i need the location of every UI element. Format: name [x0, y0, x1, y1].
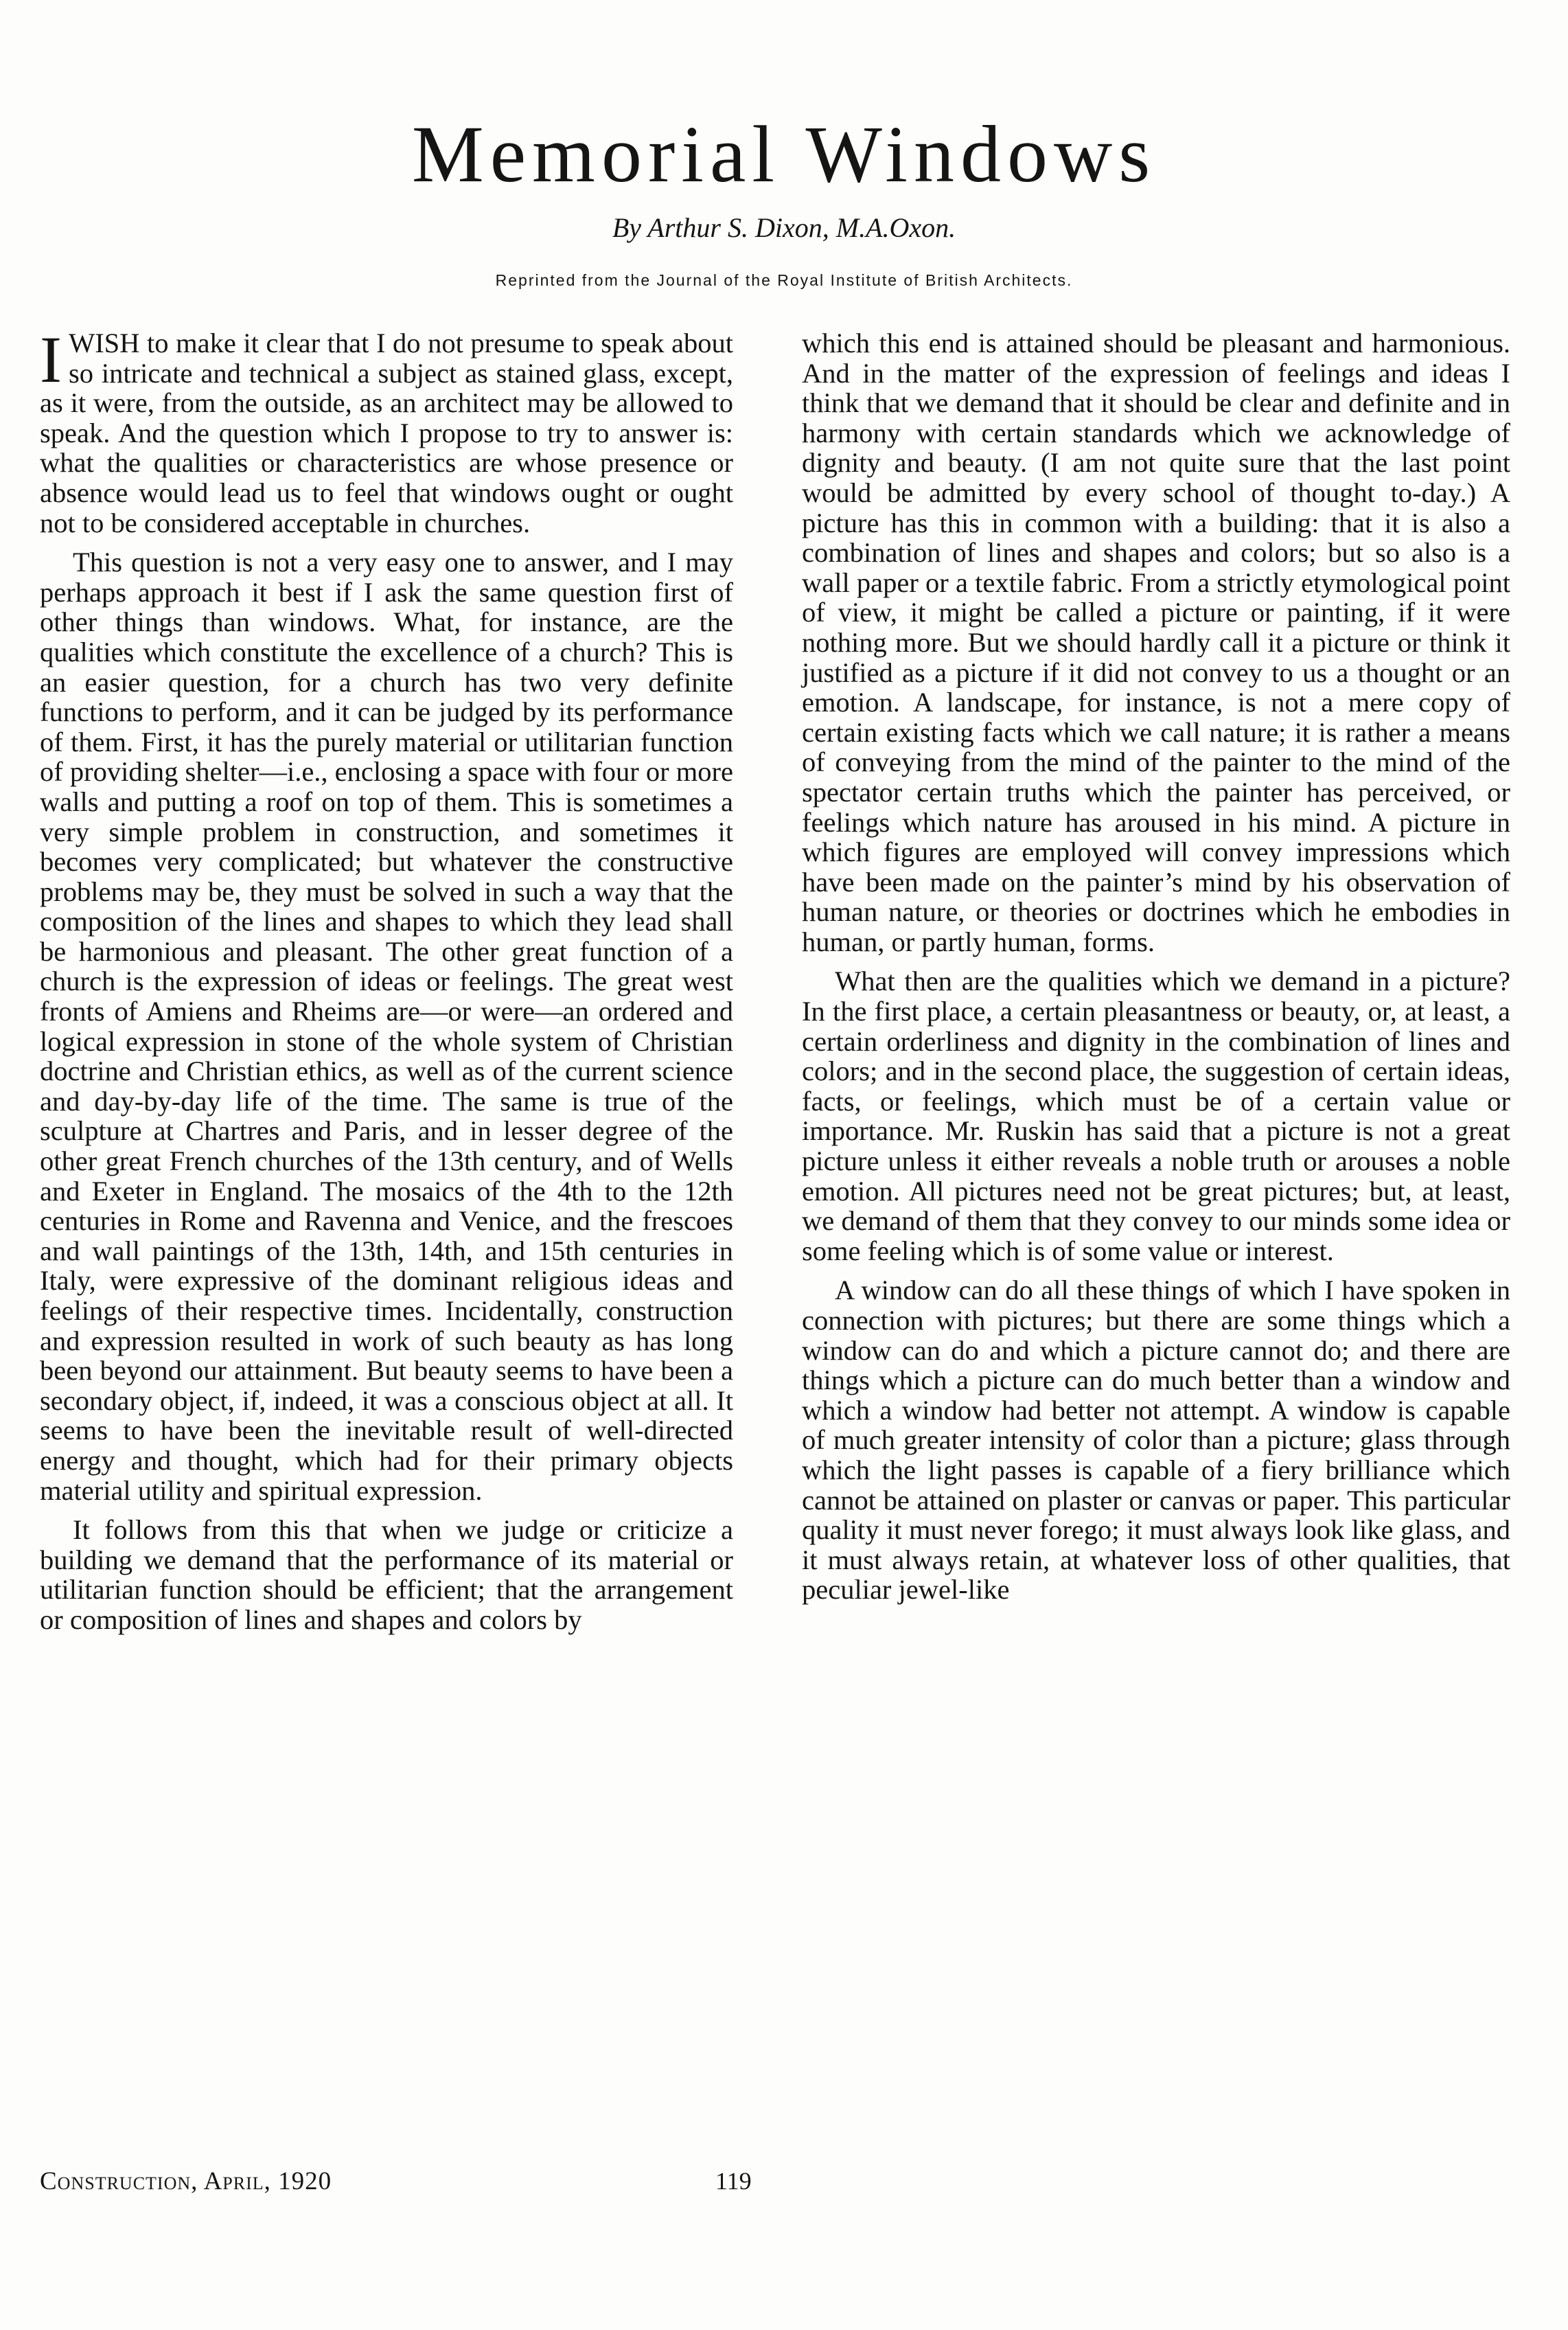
paragraph-4: What then are the qualities which we demand in a picture? In the first place, a certain pleasantness or beauty, or, at least, a certain orderliness and dignity in the combination of lines and colors; and in the second place, the suggestion of certain ideas, facts, or feelings, which must be of a certain value or importance. Mr. Ruskin has said that a picture is not a great picture unless it either reveals a noble truth or arouses a noble emotion. All pictures need not be great pictures; but, at least, we demand of them that they convey to our minds some idea or some feeling which is of some value or interest. — [802, 966, 1510, 1266]
paragraph-5: A window can do all these things of which I have spoken in connection with pictures; but there are some things which a window can do and which a picture cannot do; and there are things which a picture can do much better than a window and which a window had better not attempt. A window is capable of much greater intensity of color than a picture; glass through which the light passes is capable of a fiery brilliance which cannot be attained on plaster or canvas or paper. This particular quality it must never forego; it must always look like glass, and it must always retain, at whatever loss of other qualities, that peculiar jewel-like — [802, 1275, 1510, 1606]
publication-footer: Construction, April, 1920 — [40, 2167, 332, 2195]
paragraph-3: It follows from this that when we judge or criticize a building we demand that the performance of its material or utilitarian function should be efficient; that the arrangement or composition of lines and shapes and colors by — [40, 1514, 733, 1635]
paragraph-1-text: WISH to make it clear that I do not presume to speak about so intricate and technical a subject as stained glass, except, as it were, from the outside, as an architect may be allowed to speak. And the question which I propose to try to answer is: what the qualities or characteristics are whose presence or absence would lead us to feel that windows ought or ought not to be considered acceptable in churches. — [40, 328, 733, 538]
left-column — [40, 323, 733, 1645]
reprint-note: Reprinted from the Journal of the Royal Institute of British Architects. — [495, 271, 1073, 289]
paragraph-1 — [40, 323, 733, 538]
paragraph-3-continued: which this end is attained should be pleasant and harmonious. And in the matter of the expression of feelings and ideas I think that we demand that it should be clear and definite and in harmony with certain standards which we acknowledge of dignity and beauty. (I am not quite sure that the last point would be admitted by every school of thought to-day.) A picture has this in common with a building: that it is also a combination of lines and shapes and colors; but so also is a wall paper or a textile fabric. From a strictly etymological point of view, it might be called a picture or painting, if it were nothing more. But we should hardly call it a picture or think it justified as a picture if it did not convey to us a thought or an emotion. A landscape, for instance, is not a mere copy of certain existing facts which we call nature; it is rather a means of conveying from the mind of the painter to the mind of the spectator certain truths which the painter has perceived, or feelings which nature has aroused in his mind. A picture in which figures are employed will convey impressions which have been made on the painter’s mind by his observation of human nature, or theories or doctrines which he embodies in human, or partly human, forms. — [802, 328, 1510, 957]
article-title: Memorial Windows — [411, 109, 1157, 199]
author-byline: By Arthur S. Dixon, M.A.Oxon. — [612, 212, 956, 243]
paragraph-2: This question is not a very easy one to answer, and I may perhaps approach it best if I ask the same question first of other things than windows. What, for instance, are the qualities which constitute the excellence of a church? This is an easier question, for a church has two very definite functions to perform, and it can be judged by its performance of them. First, it has the purely material or utilitarian function of providing shelter—i.e., enclosing a space with four or more walls and putting a roof on top of them. This is sometimes a very simple problem in construction, and sometimes it becomes very complicated; but whatever the constructive problems may be, they must be solved in such a way that the composition of the lines and shapes to which they lead shall be harmonious and pleasant. The other great function of a church is the expression of ideas or feelings. The great west fronts of Amiens and Rheims are—or were—an ordered and logical expression in stone of the whole system of Christian doctrine and Christian ethics, as well as of the current science and day-by-day life of the time. The same is true of the sculpture at Chartres and Paris, and in lesser degree of the other great French churches of the 13th century, and of Wells and Exeter in England. The mosaics of the 4th to the 12th centuries in Rome and Ravenna and Venice, and the frescoes and wall paintings of the 13th, 14th, and 15th centuries in Italy, were expressive of the dominant religious ideas and feelings of their respective times. Incidentally, construction and expression resulted in work of such beauty as has long been beyond our attainment. But beauty seems to have been a secondary object, if, indeed, it was a conscious object at all. It seems to have been the inevitable result of well-directed energy and thought, which had for their primary objects material utility and spiritual expression. — [40, 547, 733, 1506]
drop-cap: I — [40, 323, 62, 396]
right-column — [802, 328, 1510, 1614]
page-number: 119 — [715, 2167, 752, 2195]
